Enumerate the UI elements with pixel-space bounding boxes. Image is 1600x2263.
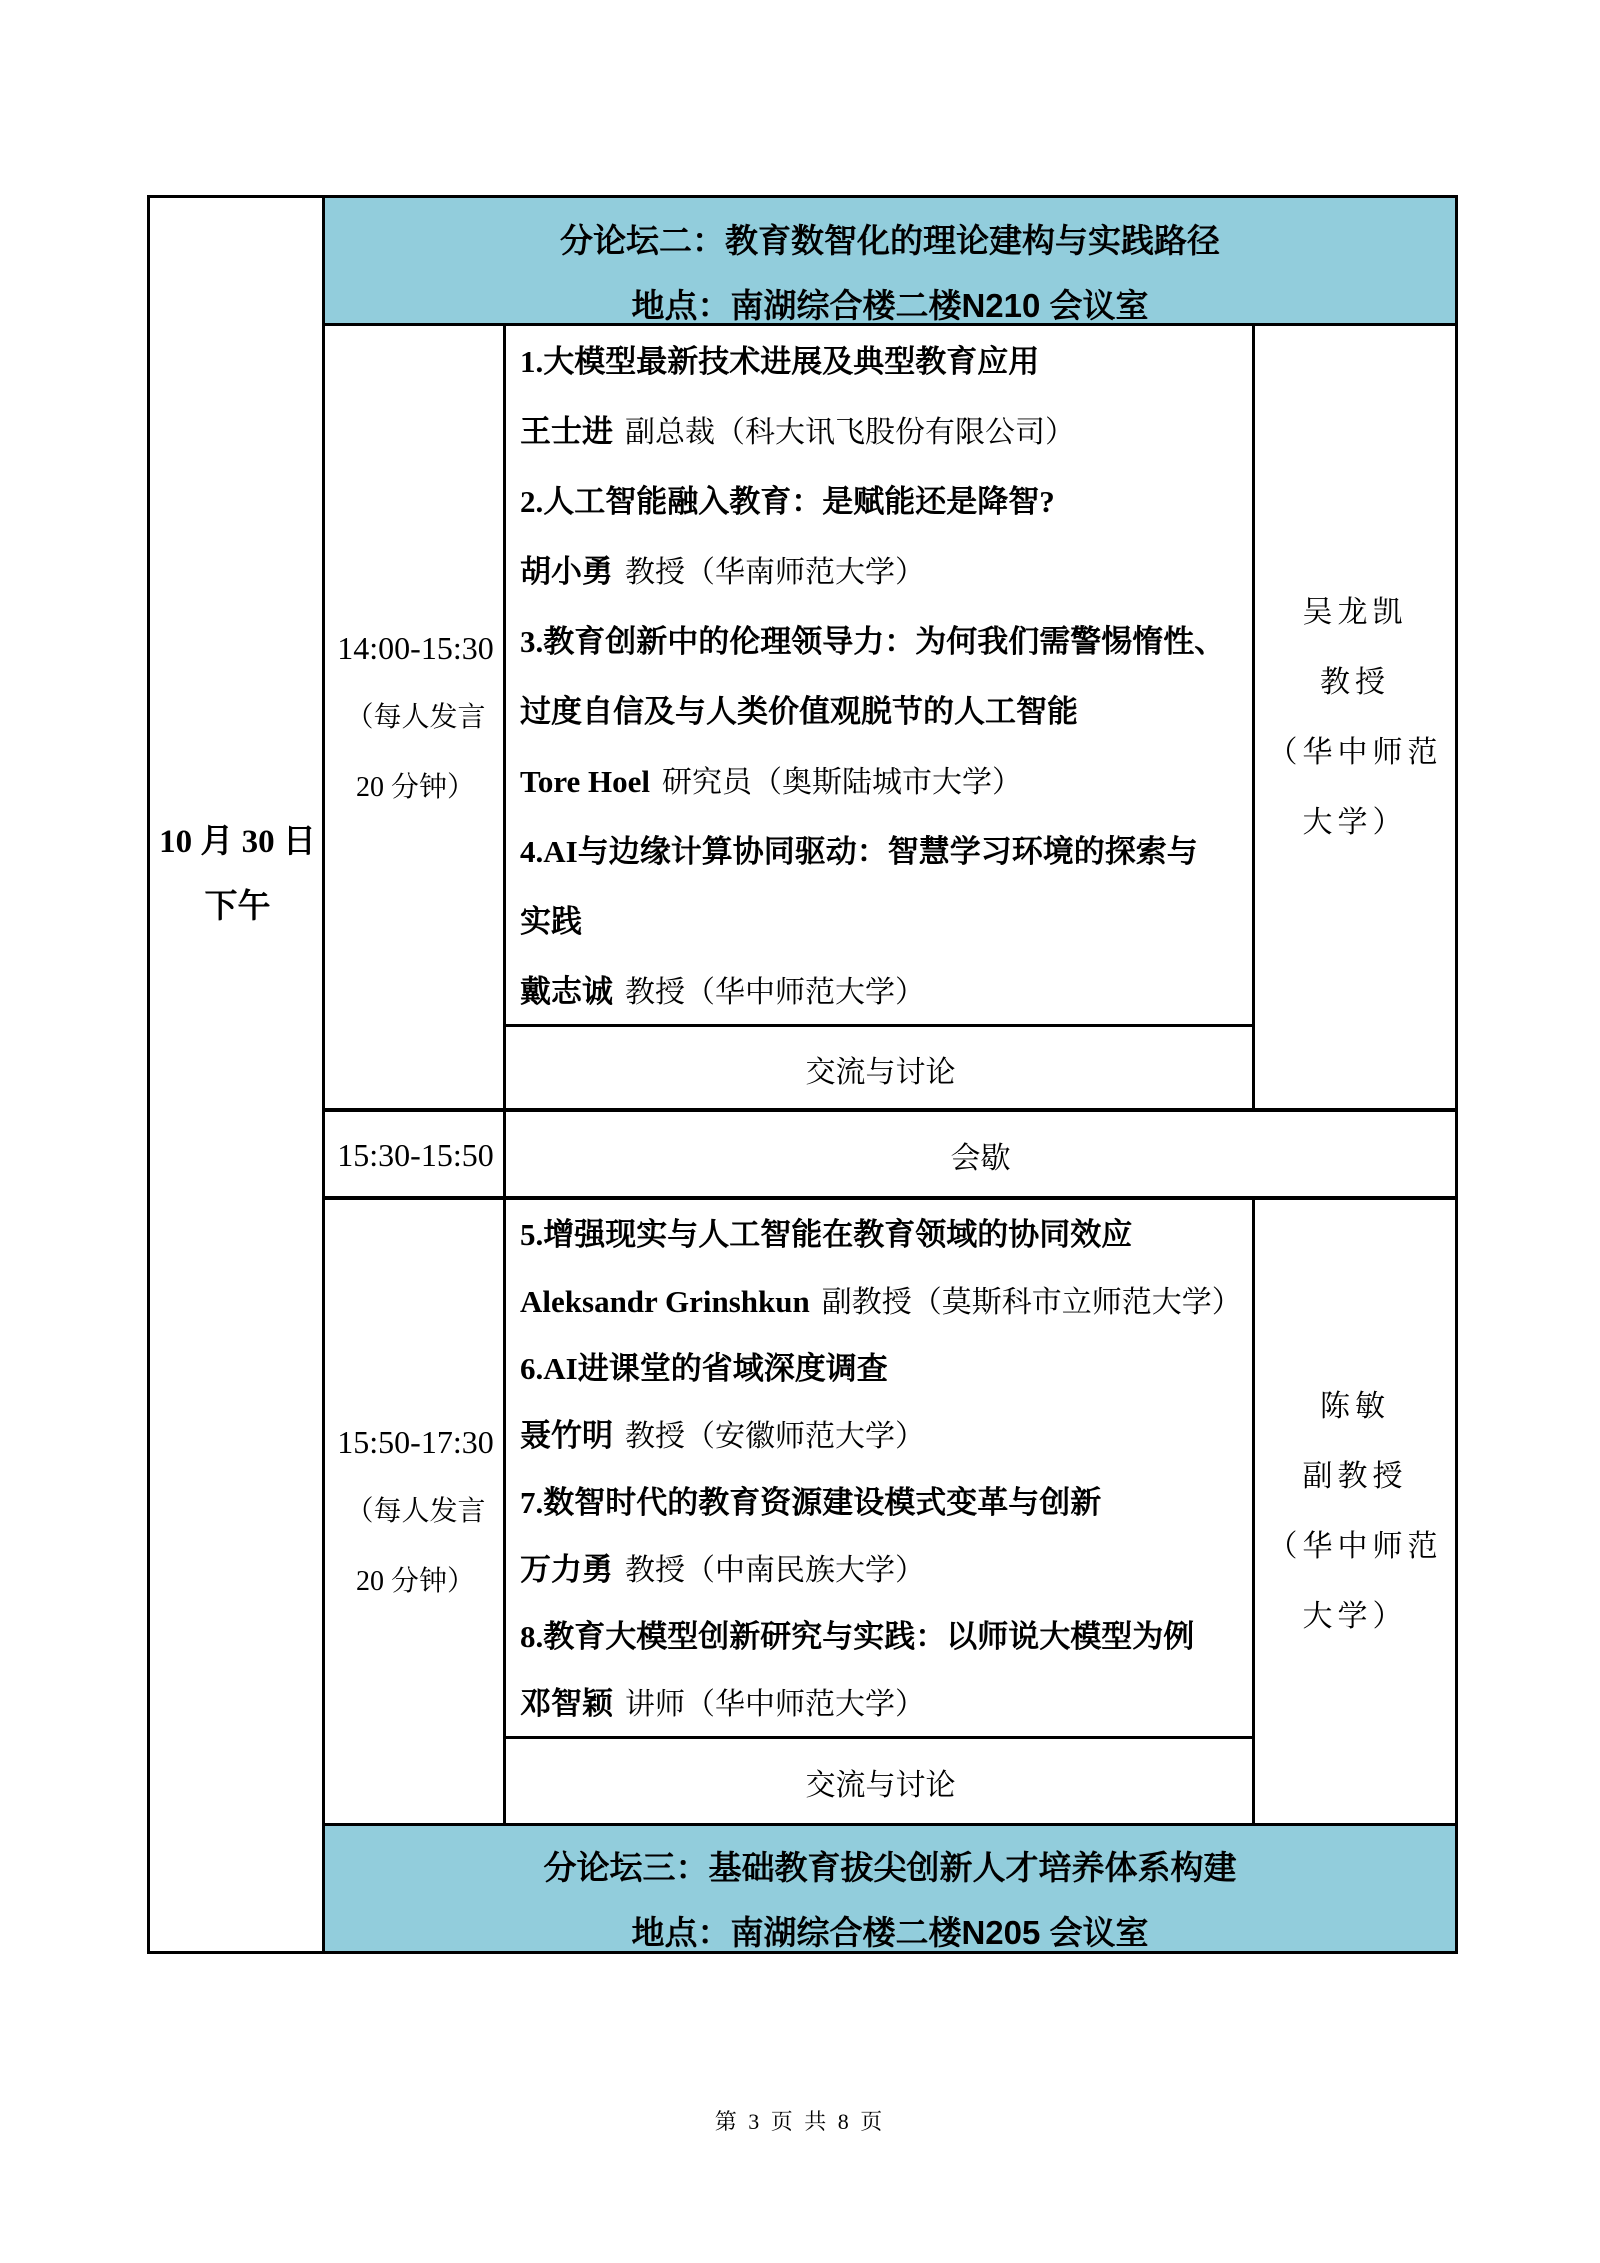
- session2-content-cell: [506, 1199, 1255, 1738]
- session2-time: 15:50-17:30: [337, 1424, 494, 1460]
- agenda-line-bold: 万力勇: [520, 1552, 613, 1587]
- agenda-line-bold: Tore Hoel: [520, 764, 651, 799]
- session1-note-line1: （每人发言: [345, 702, 486, 733]
- forum2-location: 地点：南湖综合楼二楼N210 会议室: [631, 287, 1149, 324]
- agenda-line: [520, 607, 1247, 677]
- agenda-line: [520, 1469, 1247, 1536]
- agenda-line-bold: 胡小勇: [520, 554, 613, 589]
- break-time-cell: [325, 1111, 506, 1199]
- agenda-line: [520, 467, 1247, 537]
- agenda-line-rest: 教授（中南民族大学）: [625, 1554, 925, 1587]
- session1-time-cell: [325, 325, 506, 1111]
- agenda-line: [520, 1536, 1247, 1603]
- break-time: 15:30-15:50: [337, 1136, 494, 1173]
- agenda-line: [520, 1201, 1247, 1268]
- date-text: 10 月 30 日: [159, 824, 316, 860]
- session1-discussion: 交流与讨论: [805, 1055, 956, 1089]
- agenda-line-bold: 戴志诚: [520, 974, 613, 1009]
- agenda-table: [147, 195, 1458, 1954]
- session2-time-cell: [325, 1199, 506, 1825]
- agenda-line-rest: 讲师（华中师范大学）: [625, 1688, 925, 1721]
- moderator-line: 大学）: [1302, 806, 1408, 839]
- moderator-line: （华中师范: [1267, 1530, 1443, 1563]
- page-number: 第 3 页 共 8 页: [714, 2109, 886, 2134]
- agenda-line: [520, 327, 1247, 397]
- agenda-line-bold: 8.教育大模型创新研究与实践：以师说大模型为例: [520, 1619, 1195, 1654]
- session1-note-line2: 20 分钟）: [355, 772, 475, 803]
- session1-content-cell: [506, 325, 1255, 1026]
- agenda-line: [520, 817, 1247, 887]
- agenda-line: [520, 1268, 1247, 1335]
- moderator-line: 副教授: [1302, 1460, 1408, 1493]
- session2-note-line1: （每人发言: [345, 1496, 486, 1527]
- forum3-location: 地点：南湖综合楼二楼N205 会议室: [631, 1914, 1149, 1951]
- agenda-line-bold: 2.人工智能融入教育：是赋能还是降智?: [520, 484, 1055, 519]
- moderator-line: 教授: [1320, 666, 1390, 699]
- break-label-cell: [506, 1111, 1455, 1199]
- agenda-line: [520, 1402, 1247, 1469]
- agenda-line: [520, 397, 1247, 467]
- forum3-header-cell: [325, 1825, 1455, 1951]
- agenda-line-bold: Aleksandr Grinshkun: [520, 1284, 810, 1319]
- agenda-line-bold: 7.数智时代的教育资源建设模式变革与创新: [520, 1485, 1102, 1520]
- session1-discussion-cell: [506, 1026, 1255, 1111]
- agenda-line-rest: 副教授（莫斯科市立师范大学）: [821, 1286, 1242, 1319]
- agenda-line-rest: 教授（安徽师范大学）: [625, 1420, 925, 1453]
- session2-discussion-cell: [506, 1738, 1255, 1825]
- agenda-line-bold: 4.AI与边缘计算协同驱动：智慧学习环境的探索与: [520, 834, 1198, 869]
- agenda-line-bold: 1.大模型最新技术进展及典型教育应用: [520, 344, 1040, 379]
- agenda-line-rest: 教授（华中师范大学）: [625, 976, 925, 1009]
- agenda-line-bold: 实践: [520, 904, 582, 939]
- moderator-line: 大学）: [1302, 1600, 1408, 1633]
- session2-note-line2: 20 分钟）: [355, 1566, 475, 1597]
- break-label: 会歇: [950, 1142, 1011, 1175]
- agenda-line-bold: 聂竹明: [520, 1418, 613, 1453]
- agenda-line: [520, 1603, 1247, 1670]
- agenda-line-rest: 研究员（奥斯陆城市大学）: [662, 766, 1023, 799]
- agenda-line-bold: 6.AI进课堂的省域深度调查: [520, 1351, 888, 1386]
- agenda-line-bold: 5.增强现实与人工智能在教育领域的协同效应: [520, 1217, 1133, 1252]
- agenda-line-bold: 邓智颖: [520, 1686, 613, 1721]
- agenda-line-rest: 副总裁（科大讯飞股份有限公司）: [625, 416, 1075, 449]
- session1-time: 14:00-15:30: [337, 630, 494, 666]
- agenda-line: [520, 747, 1247, 817]
- session2-moderator-cell: [1255, 1199, 1455, 1825]
- forum2-header-cell: [325, 198, 1455, 325]
- agenda-line: [520, 537, 1247, 607]
- agenda-line-rest: 教授（华南师范大学）: [625, 556, 925, 589]
- agenda-line-bold: 王士进: [520, 414, 613, 449]
- session2-discussion: 交流与讨论: [805, 1768, 956, 1802]
- forum2-title: 分论坛二：教育数智化的理论建构与实践路径: [560, 222, 1220, 259]
- agenda-line-bold: 3.教育创新中的伦理领导力：为何我们需警惕惰性、: [520, 624, 1226, 659]
- moderator-line: 陈敏: [1320, 1390, 1390, 1423]
- agenda-line: [520, 957, 1247, 1027]
- agenda-line: [520, 1335, 1247, 1402]
- date-cell: [150, 198, 325, 1951]
- session1-moderator-cell: [1255, 325, 1455, 1111]
- agenda-line: [520, 887, 1247, 957]
- agenda-line: [520, 1670, 1247, 1737]
- period-text: 下午: [204, 889, 271, 925]
- forum3-title: 分论坛三：基础教育拔尖创新人才培养体系构建: [543, 1849, 1237, 1886]
- agenda-line-bold: 过度自信及与人类价值观脱节的人工智能: [520, 694, 1078, 729]
- moderator-line: （华中师范: [1267, 736, 1443, 769]
- moderator-line: 吴龙凯: [1302, 596, 1408, 629]
- agenda-line: [520, 677, 1247, 747]
